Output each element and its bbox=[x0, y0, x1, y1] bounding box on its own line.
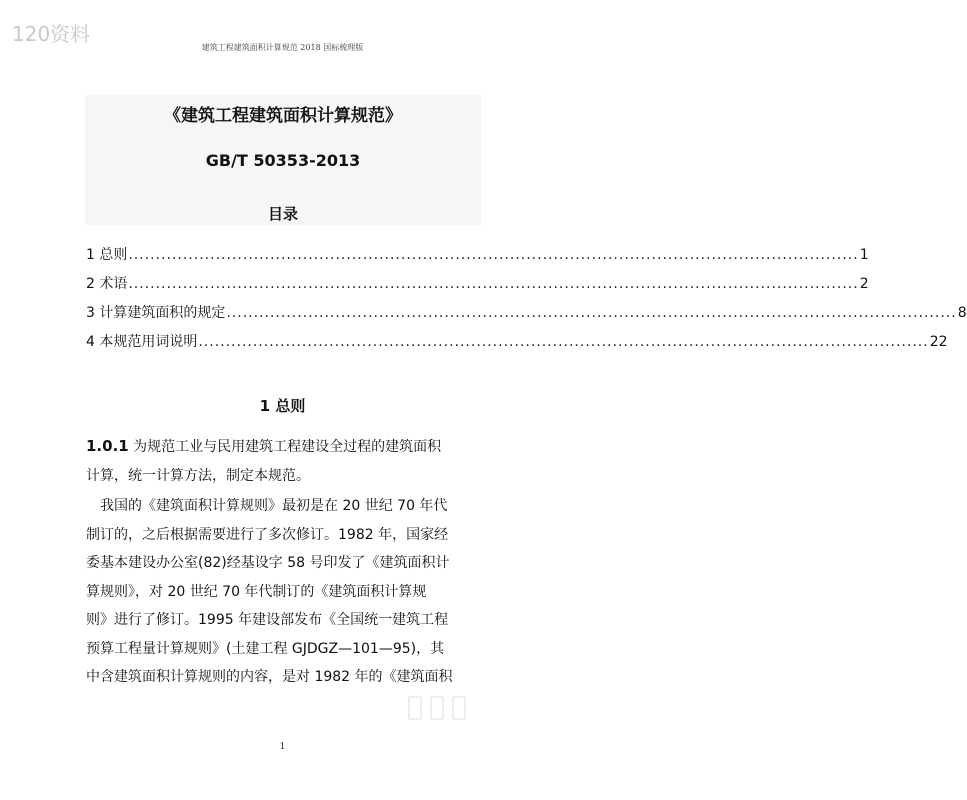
dot-leader: ...................................................................................................................................... bbox=[226, 305, 957, 321]
toc-entry-page: 2 bbox=[859, 276, 869, 292]
body-paragraph bbox=[86, 492, 484, 692]
toc-entry-label: 3 计算建筑面积的规定 bbox=[86, 305, 226, 321]
toc-heading: 目录 bbox=[267, 205, 298, 223]
standard-code: GB/T 50353-2013 bbox=[205, 151, 361, 170]
faint-corner-mark bbox=[406, 696, 476, 722]
dot-leader: ...................................................................................................................................... bbox=[198, 334, 929, 350]
clause-number: 1.0.1 bbox=[86, 437, 129, 455]
dot-leader: ...................................................................................................................................... bbox=[128, 247, 859, 263]
paragraph-line: 委基本建设办公室(82)经基设字 58 号印发了《建筑面积计 bbox=[86, 555, 450, 571]
toc-entry[interactable] bbox=[86, 244, 869, 273]
paragraph-line: 则》进行了修订。1995 年建设部发布《全国统一建筑工程 bbox=[86, 612, 449, 628]
running-header: 建筑工程建筑面积计算规范 2018 国标梳理版 bbox=[201, 43, 364, 52]
paragraph-line: 制订的，之后根据需要进行了多次修订。1982 年，国家经 bbox=[86, 526, 449, 543]
toc-entry-label: 2 术语 bbox=[86, 276, 128, 292]
toc-entry-label: 1 总则 bbox=[86, 247, 128, 263]
clause-line: 计算，统一计算方法，制定本规范。 bbox=[86, 467, 310, 484]
toc-entry[interactable] bbox=[86, 302, 967, 331]
watermark: 120资料 bbox=[12, 22, 91, 46]
dot-leader: ...................................................................................................................................... bbox=[128, 276, 859, 292]
body-text bbox=[86, 432, 484, 692]
clause-text: 为规范工业与民用建筑工程建设全过程的建筑面积 bbox=[128, 439, 442, 455]
paragraph-line: 预算工程量计算规则》(土建工程 GJDGZ—101—95)，其 bbox=[86, 640, 445, 657]
paragraph-line: 中含建筑面积计算规则的内容，是对 1982 年的《建筑面积 bbox=[86, 669, 453, 685]
title-block bbox=[85, 95, 481, 225]
toc-entry-page: 1 bbox=[859, 247, 869, 263]
toc-entry-page: 8 bbox=[957, 305, 967, 321]
toc-entry-label: 4 本规范用词说明 bbox=[86, 334, 198, 350]
clause-paragraph bbox=[86, 432, 484, 490]
clause-line bbox=[86, 432, 484, 462]
table-of-contents bbox=[86, 244, 967, 360]
paragraph-line: 算规则》，对 20 世纪 70 年代制订的《建筑面积计算规 bbox=[86, 583, 427, 600]
toc-entry-page: 22 bbox=[929, 334, 948, 350]
document-title: 《建筑工程建筑面积计算规范》 bbox=[164, 106, 402, 126]
page-number: 1 bbox=[279, 742, 286, 752]
section-heading: 1 总则 bbox=[259, 397, 306, 415]
toc-entry[interactable] bbox=[86, 273, 869, 302]
paragraph-line: 我国的《建筑面积计算规则》最初是在 20 世纪 70 年代 bbox=[100, 498, 448, 514]
toc-entry[interactable] bbox=[86, 331, 948, 360]
